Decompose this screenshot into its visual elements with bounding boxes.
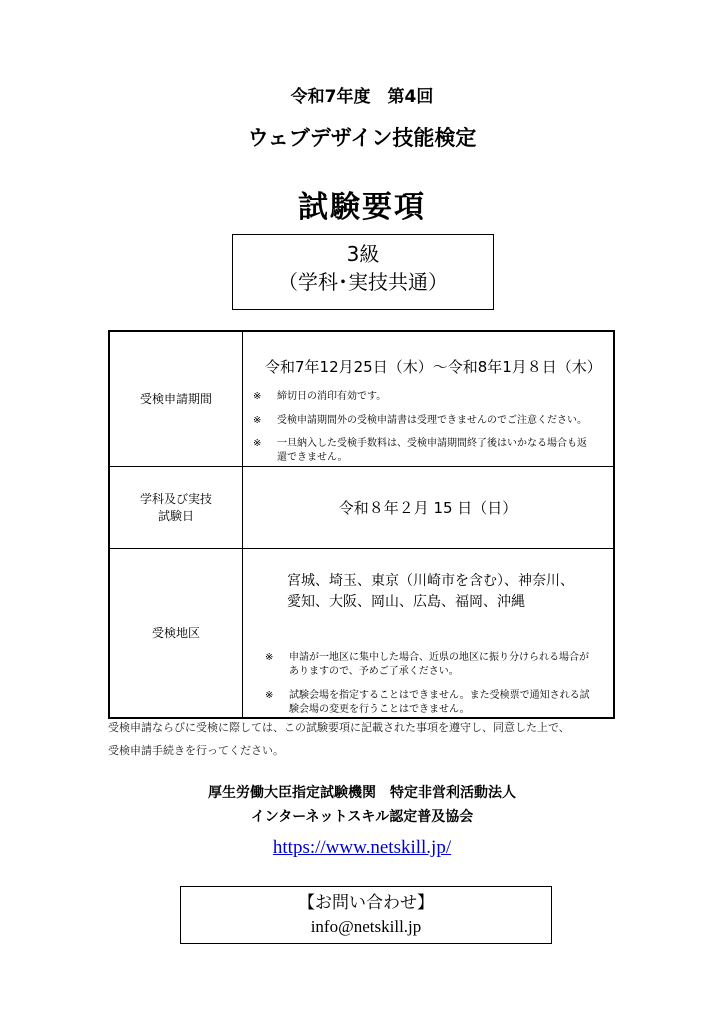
note-text: 受検申請期間外の受検申請書は受理できませんのでご注意ください。 (277, 415, 587, 426)
contact-heading: 【お問い合わせ】 (298, 893, 434, 912)
application-note (253, 414, 613, 428)
agreement-line: 受検申請手続きを行ってください。 (108, 744, 284, 757)
organization-line1: 厚生労働大臣指定試験機関 特定非営利活動法人 (208, 785, 516, 801)
exam-date-label (109, 466, 243, 548)
exam-date-label-line2: 試験日 (157, 509, 194, 523)
note-mark: ※ (265, 651, 274, 663)
note-mark: ※ (253, 415, 262, 426)
areas-note (265, 651, 593, 679)
application-label: 受検申請期間 (109, 331, 243, 466)
organization-name: インターネットスキル認定普及協会 (250, 809, 474, 825)
note-text: 一旦納入した受検手数料は、受検申請期間終了後はいかなる場合も返還できません。 (277, 438, 587, 463)
application-period: 令和7年12月25日（木）～令和8年1月８日（木） (265, 358, 602, 376)
areas-label: 受検地区 (109, 548, 243, 718)
document-title: 試験要項 (298, 190, 426, 225)
exam-edition: 令和7年度 第4回 (290, 87, 434, 107)
application-note (253, 390, 613, 404)
grade-box (232, 234, 494, 310)
note-mark: ※ (253, 438, 262, 449)
note-text: 試験会場を指定することはできません。また受検票で通知される試験会場の変更を行うことはできません。 (289, 689, 590, 715)
areas-line: 宮城、埼玉、東京（川崎市を含む）、神奈川、 (287, 572, 574, 589)
agreement-text (108, 716, 628, 762)
grade-level: 3級 (346, 242, 380, 266)
note-text: 締切日の消印有効です。 (277, 391, 387, 402)
application-cell (243, 331, 615, 466)
grade-scope: （学科･実技共通） (278, 270, 448, 294)
note-mark: ※ (253, 391, 262, 402)
areas-note (265, 689, 593, 717)
areas-line: 愛知、大阪、岡山、広島、福岡、沖縄 (287, 593, 525, 610)
agreement-line: 受検申請ならびに受検に際しては、この試験要項に記載された事項を遵守し、同意した上で、 (108, 721, 570, 734)
website-link[interactable]: https://www.netskill.jp/ (272, 837, 452, 858)
areas-cell (243, 548, 615, 718)
contact-box (180, 886, 552, 944)
areas-list (287, 571, 613, 613)
application-row (109, 331, 614, 466)
exam-date-label-line1: 学科及び実技 (139, 492, 212, 506)
note-text: 申請が一地区に集中した場合、近県の地区に振り分けられる場合がありますので、予めご了承ください。 (289, 651, 589, 677)
note-mark: ※ (265, 689, 274, 701)
exam-date-value: 令和８年２月 15 日（日） (243, 466, 615, 548)
contact-email[interactable]: info@netskill.jp (310, 917, 422, 936)
exam-name: ウェブデザイン技能検定 (247, 126, 477, 150)
application-note (253, 437, 593, 465)
areas-row (109, 548, 614, 718)
exam-info-table (108, 330, 615, 719)
exam-date-row (109, 466, 614, 548)
